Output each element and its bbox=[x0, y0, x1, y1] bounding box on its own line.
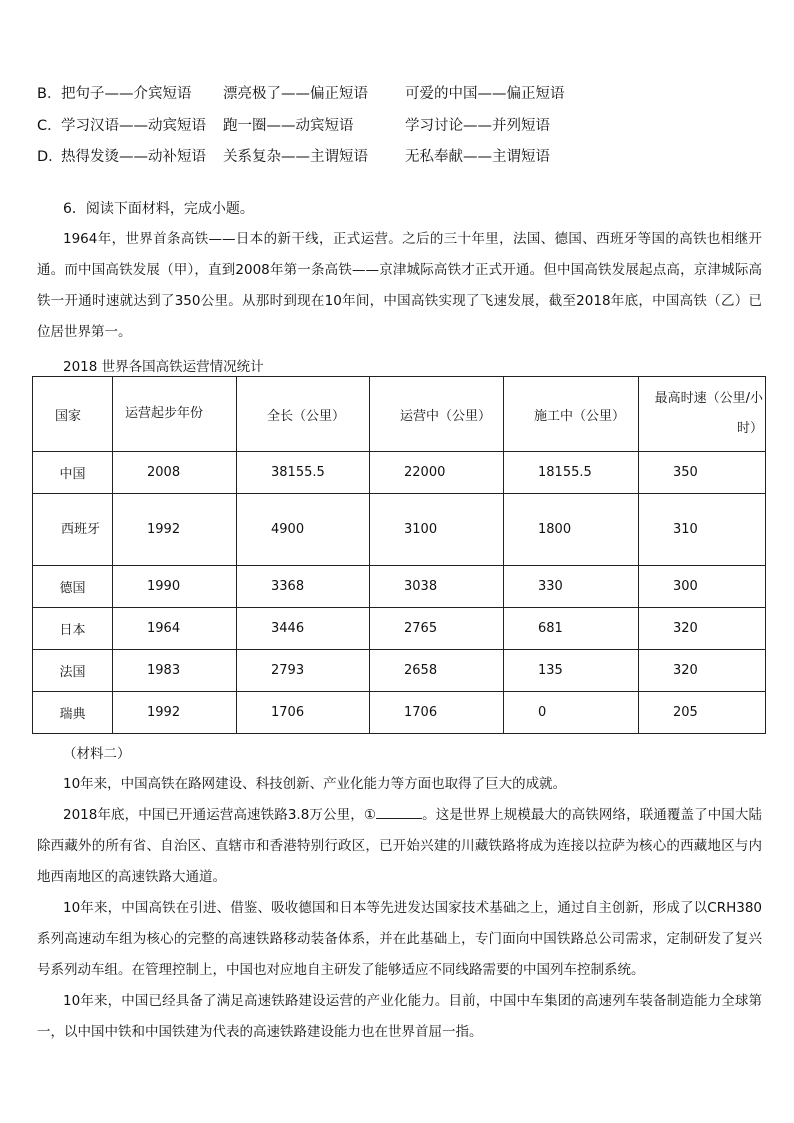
column-header: 全长（公里） bbox=[237, 377, 370, 452]
material-two-p2 bbox=[37, 800, 762, 893]
answer-blank[interactable] bbox=[376, 804, 422, 819]
country-cell: 法国 bbox=[33, 650, 113, 692]
paragraph-text: 10年来，中国已经具备了满足高速铁路建设运营的产业化能力。目前，中国中车集团的高速列车装备制造能力全球第一，以中国中铁和中国铁建为代表的高速铁路建设能力也在世界首屈一指。 bbox=[37, 993, 762, 1040]
paragraph-text: 2018年底，中国已开通运营高速铁路3.8万公里， bbox=[63, 807, 364, 823]
table-cell: 3038 bbox=[370, 566, 504, 608]
table-cell: 320 bbox=[639, 608, 766, 650]
table-header-row bbox=[33, 377, 766, 452]
material-one-paragraph bbox=[37, 224, 762, 348]
paragraph-text: 10年来，中国高铁在路网建设、科技创新、产业化能力等方面也取得了巨大的成就。 bbox=[63, 776, 567, 792]
table-cell: 2008 bbox=[113, 452, 237, 494]
table-row bbox=[33, 494, 766, 566]
column-header: 国家 bbox=[33, 377, 113, 452]
table-cell: 135 bbox=[504, 650, 639, 692]
column-header: 施工中（公里） bbox=[504, 377, 639, 452]
option-letter: C． bbox=[37, 118, 62, 134]
option-item: 把句子——介宾短语 bbox=[61, 86, 192, 102]
table-cell: 1990 bbox=[113, 566, 237, 608]
country-cell: 日本 bbox=[33, 608, 113, 650]
paragraph-text: 10年来，中国高铁在引进、借鉴、吸收德国和日本等先进发达国家技术基础之上，通过自主创新，形成了以CRH380系列高速动车组为核心的完整的高速铁路移动装备体系，并在此基础上，专门面向中国铁路总公司需求，定制研发了复兴号系列动车组。在管理控制上，中国也对应地自主研发了能够适应不同线路需要的中国列车控制系统。 bbox=[37, 900, 762, 978]
material-two-p4 bbox=[37, 986, 762, 1048]
table-cell: 3100 bbox=[370, 494, 504, 566]
option-item: 漂亮极了——偏正短语 bbox=[223, 86, 368, 102]
blank-marker: ① bbox=[363, 807, 377, 823]
table-cell: 3446 bbox=[237, 608, 370, 650]
material-two-label: （材料二） bbox=[63, 746, 131, 762]
table-cell: 1992 bbox=[113, 494, 237, 566]
table-row bbox=[33, 692, 766, 734]
table-cell: 1964 bbox=[113, 608, 237, 650]
option-item: 可爱的中国——偏正短语 bbox=[405, 86, 565, 102]
table-row bbox=[33, 608, 766, 650]
table-cell: 1800 bbox=[504, 494, 639, 566]
column-header: 最高时速（公里/小时） bbox=[639, 377, 766, 452]
table-cell: 310 bbox=[639, 494, 766, 566]
table-cell: 18155.5 bbox=[504, 452, 639, 494]
material-two-p1 bbox=[37, 769, 762, 800]
table-cell: 1992 bbox=[113, 692, 237, 734]
table-row bbox=[33, 452, 766, 494]
material-two-p3 bbox=[37, 893, 762, 986]
table-cell: 22000 bbox=[370, 452, 504, 494]
table-cell: 2765 bbox=[370, 608, 504, 650]
country-cell: 中国 bbox=[33, 452, 113, 494]
country-cell: 德国 bbox=[33, 566, 113, 608]
option-item: 热得发烫——动补短语 bbox=[61, 149, 206, 165]
table-cell: 2658 bbox=[370, 650, 504, 692]
table-row bbox=[33, 566, 766, 608]
table-cell: 320 bbox=[639, 650, 766, 692]
question-title: 6．阅读下面材料，完成小题。 bbox=[63, 201, 254, 217]
column-header: 运营中（公里） bbox=[370, 377, 504, 452]
paragraph-text: 。这是世界上规模最大的高铁网络，联通覆盖了中国大陆除西藏外的所有省、自治区、直辖市和香港特别行政区，已开始兴建的川藏铁路将成为连接以拉萨为核心的西藏地区与内地西南地区的高速铁路大通道。 bbox=[37, 807, 762, 885]
table-cell: 3368 bbox=[237, 566, 370, 608]
option-item: 学习汉语——动宾短语 bbox=[61, 118, 206, 134]
table-cell: 1983 bbox=[113, 650, 237, 692]
table-row bbox=[33, 650, 766, 692]
country-cell: 西班牙 bbox=[33, 494, 113, 566]
rail-stats-table bbox=[32, 376, 766, 734]
table-cell: 0 bbox=[504, 692, 639, 734]
table-cell: 681 bbox=[504, 608, 639, 650]
option-item: 学习讨论——并列短语 bbox=[405, 118, 550, 134]
table-cell: 1706 bbox=[370, 692, 504, 734]
table-caption: 2018 世界各国高铁运营情况统计 bbox=[63, 359, 264, 375]
option-item: 关系复杂——主谓短语 bbox=[223, 149, 368, 165]
table-cell: 205 bbox=[639, 692, 766, 734]
option-letter: B． bbox=[37, 86, 62, 102]
table-cell: 330 bbox=[504, 566, 639, 608]
table-cell: 300 bbox=[639, 566, 766, 608]
table-cell: 2793 bbox=[237, 650, 370, 692]
table-cell: 4900 bbox=[237, 494, 370, 566]
column-header: 运营起步年份 bbox=[113, 377, 237, 452]
table-cell: 1706 bbox=[237, 692, 370, 734]
paragraph-text: 1964年，世界首条高铁——日本的新干线，正式运营。之后的三十年里，法国、德国、西班牙等国的高铁也相继开通。而中国高铁发展（甲），直到2008年第一条高铁——京津城际高铁才正式开通。但中国高铁发展起点高，京津城际高铁一开通时速就达到了350公里。从那时到现在10年间，中国高铁实现了飞速发展，截至2018年底，中国高铁（乙）已位居世界第一。 bbox=[37, 231, 762, 340]
option-item: 无私奉献——主谓短语 bbox=[405, 149, 550, 165]
country-cell: 瑞典 bbox=[33, 692, 113, 734]
option-item: 跑一圈——动宾短语 bbox=[223, 118, 354, 134]
table-cell: 350 bbox=[639, 452, 766, 494]
option-letter: D． bbox=[37, 149, 63, 165]
table-cell: 38155.5 bbox=[237, 452, 370, 494]
